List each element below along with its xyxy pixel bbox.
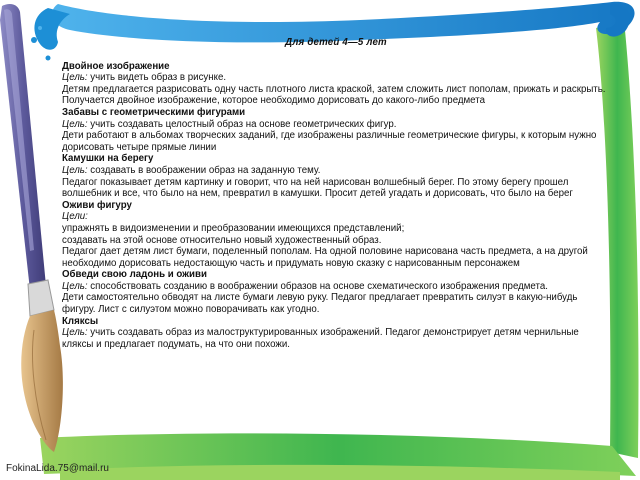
goal-line — [62, 281, 610, 293]
goal-label: Цели: — [62, 211, 88, 223]
author-email-watermark: FokinaLida.75@mail.ru — [6, 463, 109, 474]
goal-label: Цель: — [62, 164, 88, 176]
section-text: Педагог дает детям лист бумаги, поделенный пополам. На одной половине нарисована часть предмета, а на другой необходимо дорисовать недостающую часть и придумать новую сказку с нарисованным персонажем — [62, 246, 588, 269]
goal-text: учить создавать образ из малоструктурированных изображений. Педагог демонстрирует детям чернильные кляксы и предлагает подумать, на что они похожи. — [62, 327, 579, 350]
section-heading: Камушки на берегу — [62, 153, 154, 165]
section-heading: Обведи свою ладонь и оживи — [62, 269, 207, 281]
goal-label: Цель: — [62, 72, 88, 84]
goal-label: Цель: — [62, 280, 88, 292]
goal-item: создавать на этой основе относительно новый художественный образ. — [62, 234, 382, 246]
goal-line — [62, 327, 610, 350]
goal-line — [62, 165, 610, 177]
goal-text: учить создавать целостный образ на основе геометрических фигур. — [87, 118, 397, 130]
section-text: Дети работают в альбомах творческих заданий, где изображены различные геометрические фигуры, к которым нужно дорисовать четыре прямые линии — [62, 130, 597, 153]
paint-brush — [0, 4, 63, 452]
goal-text: способствовать созданию в воображении образов на основе схематического изображения предмета. — [87, 280, 548, 292]
section-heading: Кляксы — [62, 315, 99, 327]
goal-label: Цель: — [62, 118, 88, 130]
section-trace-palm — [62, 269, 610, 315]
goal-text: учить видеть образ в рисунке. — [87, 72, 227, 84]
section-heading: Двойное изображение — [62, 60, 170, 72]
section-geometric-shapes — [62, 107, 610, 153]
section-text: Дети самостоятельно обводят на листе бумаги левую руку. Педагог предлагает превратить силуэт в какую-нибудь фигуру. Лист с силуэтом можно поворачивать как угодно. — [62, 292, 578, 316]
section-text: Детям предлагается разрисовать одну часть плотного листа краской, затем сложить лист пополам, прижать и раскрыть. Получается двойное изображение, которое необходимо дорисовать до какого-либо предмета — [62, 83, 606, 107]
section-double-image — [62, 61, 610, 107]
section-heading: Забавы с геометрическими фигурами — [62, 106, 246, 118]
section-blots — [62, 316, 610, 351]
goal-text: создавать в воображении образ на заданную тему. — [87, 164, 321, 176]
goal-line — [62, 211, 610, 223]
goal-line — [62, 72, 610, 84]
section-heading: Оживи фигуру — [62, 199, 132, 211]
goal-label: Цель: — [62, 327, 88, 339]
document-body — [62, 37, 610, 350]
goal-item: упражнять в видоизменении и преобразовании имеющихся представлений; — [62, 222, 405, 234]
goal-line — [62, 119, 610, 131]
section-animate-figure — [62, 200, 610, 270]
section-text: Педагог показывает детям картинку и говорит, что на ней нарисован волшебный берег. По этому берегу прошел волшебник и все, что было на нем, превратил в камушки. Просит детей угадать и дорисовать, что было на берег — [62, 176, 573, 200]
page-title: Для детей 4—5 лет — [285, 37, 387, 48]
section-pebbles-on-shore — [62, 153, 610, 199]
